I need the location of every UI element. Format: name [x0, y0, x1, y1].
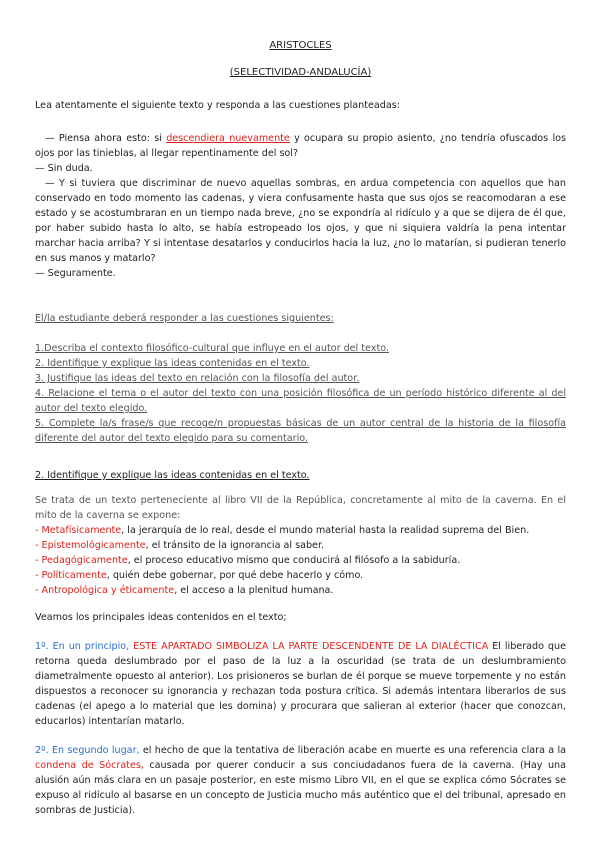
- bullet-list: [35, 523, 566, 598]
- bullet-dash: -: [35, 525, 42, 536]
- quote-line-3: — Y si tuviera que discriminar de nuevo aquellas sombras, en ardua competencia con aquellos que han conservado en todo momento las cadenas, y viera confusamente hasta que sus ojos se reacomodaran a ese estado y se acostumbraran en un tiempo nada breve, ¿no se expondría al ridículo y a que se dijera de él que, por haber subido hasta lo alto, se había estropeado los ojos, y que ni siquiera valdría la pena intentar marchar hacia arriba? Y si intentase desatarlos y conducirlos hacia la luz, ¿no lo matarían, si pudieran tenerlo en sus manos y matarlo?: [35, 178, 566, 264]
- idea-paragraph-2: [35, 743, 566, 818]
- quote-line-1: [35, 131, 566, 161]
- bullet-text: , el tránsito de la ignorancia al saber.: [145, 540, 325, 551]
- bullet-term: Epistemológicamente: [41, 540, 146, 551]
- idea-2-text: causada por querer conducir a sus conciudadanos fuera de la caverna. (Hay una alusión aún más clara en un pasaje posterior, en este mismo Libro VII, en el que se explica cómo Sócrates se expuso al ridículo al basarse en un concepto de Justicia mucho más auténtico que el del tribunal, apresado en sombras de Justicia).: [35, 760, 566, 816]
- question-item: 5. Complete la/s frase/s que recoge/n propuestas básicas de un autor central de la historia de la filosofía diferente del autor del texto elegido para su comentario.: [35, 418, 566, 444]
- question-item: 2. Identifique y explique las ideas contenidas en el texto.: [35, 358, 310, 369]
- idea-1-text: El liberado que retorna queda deslumbrado por el paso de la luz a la oscuridad (se trata de un deslumbramiento diametralmente opuesto al anterior). Los prisioneros se burlan de él porque se mueve torpemente y no están dispuestos a reconocer su ignorancia y rechazan toda postura crítica. Si además intentara liberarlos de sus cadenas (el apego a lo material que les domina) y procurara que salieran al exterior (hacer que conozcan, educarlos) intentarían matarlo.: [35, 641, 566, 727]
- bullet-term: Metafísicamente: [41, 525, 122, 536]
- questions-list: [35, 341, 566, 446]
- bullet-item: [35, 568, 566, 583]
- quote-highlight: descendiera nuevamente: [166, 133, 290, 144]
- idea-paragraph-1: [35, 639, 566, 729]
- question-item: 4. Relacione el tema o el autor del texto con una posición filosófica de un período histórico diferente al del autor del texto elegido.: [35, 388, 566, 414]
- bullet-dash: -: [35, 585, 42, 596]
- bullet-term: Antropológica y éticamente: [41, 585, 175, 596]
- quote-line-1-post: y ocupara su propio asiento, ¿no tendría ofuscados los ojos por las tinieblas, al llegar repentinamente del sol?: [35, 133, 566, 159]
- bullet-item: [35, 538, 566, 553]
- quote-line-1-pre: — Piensa ahora esto: si: [45, 133, 167, 144]
- intro-text: Lea atentamente el siguiente texto y responda a las cuestiones planteadas:: [35, 100, 400, 111]
- idea-2-label: 2º. En segundo lugar,: [35, 745, 140, 756]
- question-item: 3. Justifique las ideas del texto en relación con la filosofía del autor.: [35, 373, 360, 384]
- section-heading: 2. Identifique y explique las ideas contenidas en el texto.: [35, 470, 310, 481]
- bullet-term: Pedagógicamente: [41, 555, 128, 566]
- doc-subtitle: (SELECTIVIDAD-ANDALUCÍA): [229, 67, 372, 78]
- bullet-dash: -: [35, 540, 42, 551]
- question-item: 1.Describa el contexto filosófico-cultural que influye en el autor del texto.: [35, 343, 389, 354]
- bullet-text: , la jerarquía de lo real, desde el mundo material hasta la realidad suprema del Bien.: [121, 525, 530, 536]
- idea-1-label: 1º. En un principio,: [35, 641, 130, 652]
- doc-title: ARISTOCLES: [269, 40, 332, 51]
- bullet-dash: -: [35, 570, 42, 581]
- bullet-dash: -: [35, 555, 42, 566]
- idea-2-pre: el hecho de que la tentativa de liberación acabe en muerte es una referencia clara a la: [139, 745, 566, 756]
- bullet-item: [35, 523, 566, 538]
- idea-2-highlight: condena de Sócrates,: [35, 760, 144, 771]
- quote-line-4: — Seguramente.: [35, 268, 116, 279]
- context-intro: Se trata de un texto perteneciente al libro VII de la República, concretamente al mito de la caverna. En el mito de la caverna se expone:: [35, 495, 566, 521]
- main-ideas-heading: Veamos los principales ideas contenidos en el texto;: [35, 612, 287, 623]
- bullet-term: Políticamente: [41, 570, 107, 581]
- bullet-item: [35, 583, 566, 598]
- bullet-text: , quién debe gobernar, por qué debe hacerlo y cómo.: [106, 570, 364, 581]
- idea-1-highlight: ESTE APARTADO SIMBOLIZA LA PARTE DESCENDENTE DE LA DIALÉCTICA: [133, 641, 489, 652]
- questions-heading: El/la estudiante deberá responder a las cuestiones siguientes:: [35, 313, 334, 324]
- bullet-text: , el proceso educativo mismo que conducirá al filósofo a la sabiduría.: [127, 555, 461, 566]
- bullet-item: [35, 553, 566, 568]
- bullet-text: , el acceso a la plenitud humana.: [174, 585, 334, 596]
- quoted-passage: [35, 131, 566, 281]
- quote-line-2: — Sin duda.: [35, 163, 93, 174]
